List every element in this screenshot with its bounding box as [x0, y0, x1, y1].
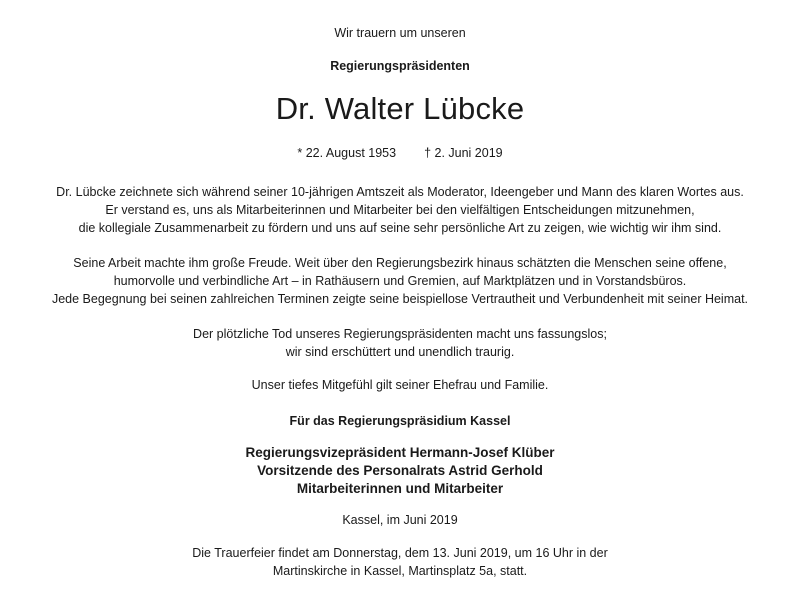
paragraph-3-line-2: wir sind erschüttert und unendlich traurig.: [285, 345, 515, 359]
condolence-text: Unser tiefes Mitgefühl gilt seiner Ehefrau und Familie.: [251, 378, 549, 392]
funeral-line-1: Die Trauerfeier findet am Donnerstag, dem 13. Juni 2019, um 16 Uhr in der: [192, 546, 608, 560]
signer-3: Mitarbeiterinnen und Mitarbeiter: [296, 481, 504, 496]
paragraph-1-line-1: Dr. Lübcke zeichnete sich während seiner 10-jährigen Amtszeit als Moderator, Ideengeber und Mann des klaren Wortes aus.: [56, 185, 744, 199]
paragraph-1-line-3: die kollegiale Zusammenarbeit zu fördern und uns auf seine sehr persönliche Art zu zeigen, wie wichtig wir ihm sind.: [78, 221, 722, 235]
paragraph-3-line-1: Der plötzliche Tod unseres Regierungspräsidenten macht uns fassungslos;: [193, 327, 607, 341]
signer-2: Vorsitzende des Personalrats Astrid Gerhold: [257, 463, 543, 478]
place-date-text: Kassel, im Juni 2019: [342, 513, 458, 527]
death-date: † 2. Juni 2019: [424, 146, 503, 160]
birth-date: * 22. August 1953: [297, 146, 397, 160]
funeral-line-2: Martinskirche in Kassel, Martinsplatz 5a, statt.: [272, 564, 528, 578]
role-title: Regierungspräsidenten: [330, 59, 470, 73]
deceased-name: Dr. Walter Lübcke: [275, 91, 525, 126]
life-dates: [0, 144, 800, 162]
signer-1: Regierungsvizepräsident Hermann-Josef Klüber: [245, 445, 555, 460]
on-behalf-text: Für das Regierungspräsidium Kassel: [289, 414, 511, 428]
intro-text: Wir trauern um unseren: [334, 26, 466, 40]
paragraph-2-line-3: Jede Begegnung bei seinen zahlreichen Terminen zeigte seine beispiellose Vertrautheit und Verbundenheit mit seiner Heimat.: [51, 292, 749, 306]
paragraph-2-line-1: Seine Arbeit machte ihm große Freude. Weit über den Regierungsbezirk hinaus schätzten die Menschen seine offene,: [73, 256, 727, 270]
paragraph-2-line-2: humorvolle und verbindliche Art – in Rathäusern und Gremien, auf Marktplätzen und in Vorstandsbüros.: [113, 274, 687, 288]
paragraph-1-line-2: Er verstand es, uns als Mitarbeiterinnen und Mitarbeiter bei den vielfältigen Entscheidungen mitzunehmen,: [105, 203, 695, 217]
